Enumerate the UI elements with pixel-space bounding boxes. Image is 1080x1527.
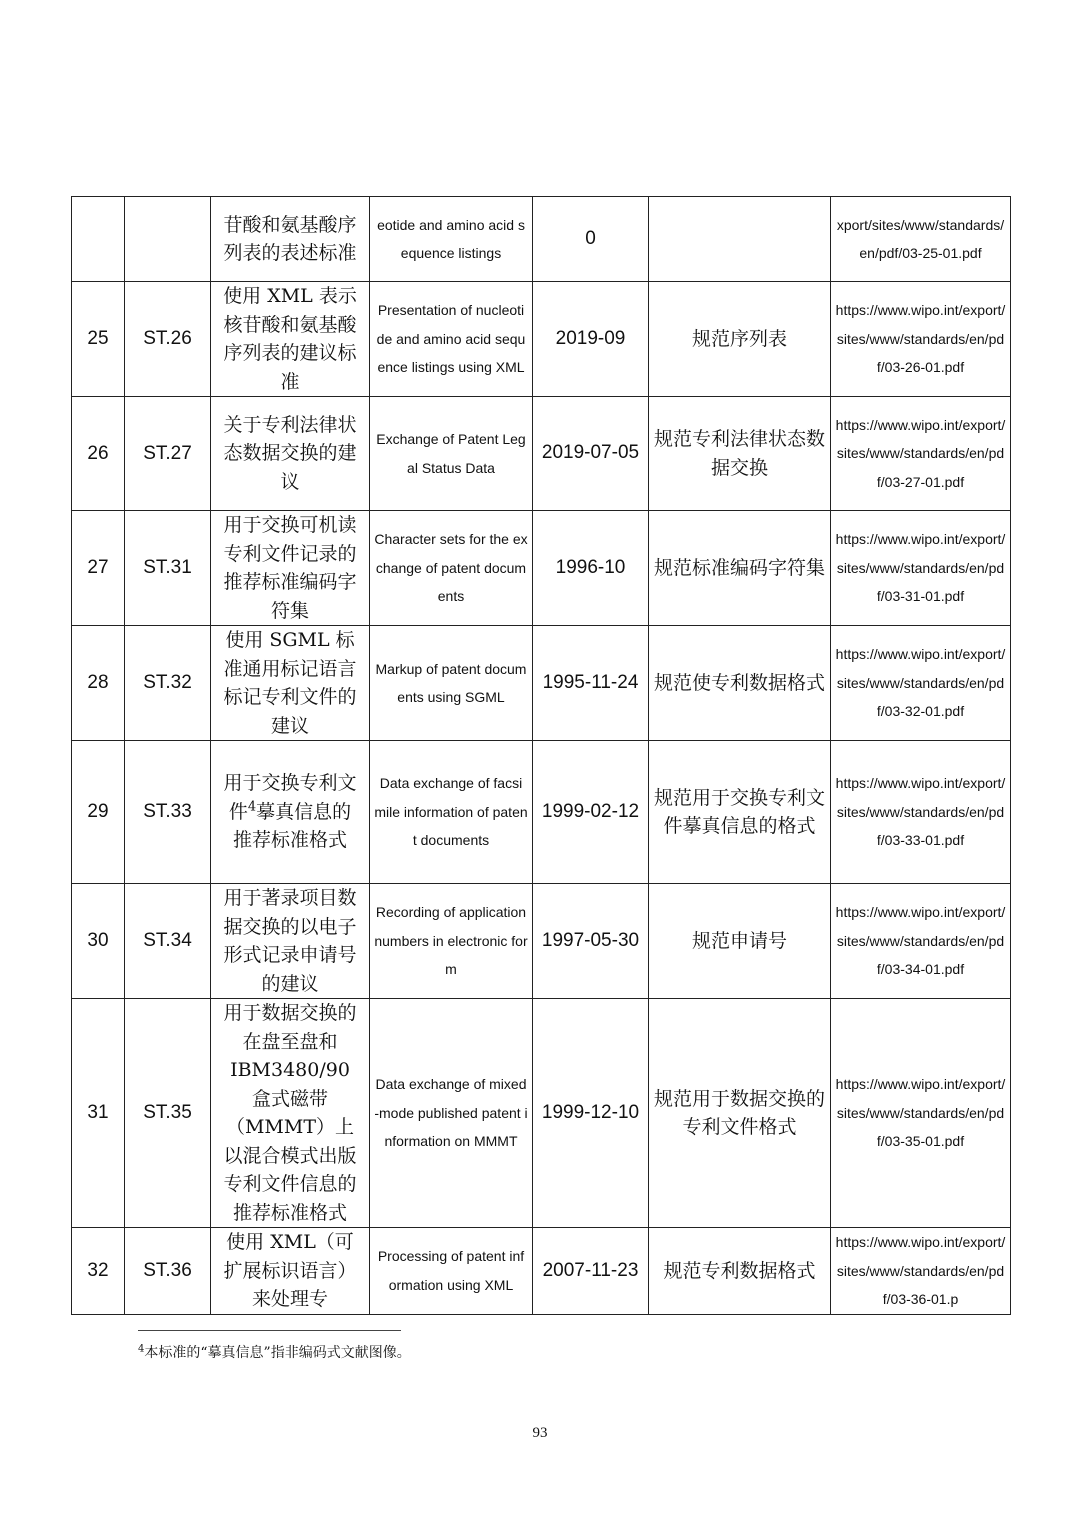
english-title: Processing of patent information using XML (370, 1228, 533, 1315)
url[interactable]: https://www.wipo.int/export/sites/www/standards/en/pdf/03-26-01.pdf (831, 282, 1011, 397)
chinese-title: 使用 XML（可扩展标识语言）来处理专 (211, 1228, 370, 1315)
note: 规范序列表 (649, 282, 831, 397)
note: 规范使专利数据格式 (649, 626, 831, 741)
standard-code: ST.33 (125, 741, 211, 884)
standard-code: ST.35 (125, 999, 211, 1228)
english-title: Presentation of nucleotide and amino acid sequence listings using XML (370, 282, 533, 397)
date: 2007-11-23 (533, 1228, 649, 1315)
table-row (72, 884, 1011, 999)
chinese-title: 用于著录项目数据交换的以电子形式记录申请号的建议 (211, 884, 370, 999)
english-title: Character sets for the exchange of patent documents (370, 511, 533, 626)
table-row (72, 1228, 1011, 1315)
date: 0 (533, 197, 649, 282)
table-row (72, 197, 1011, 282)
footnote-marker: 4 (247, 799, 257, 815)
chinese-title: 使用 SGML 标准通用标记语言标记专利文件的建议 (211, 626, 370, 741)
url[interactable]: https://www.wipo.int/export/sites/www/standards/en/pdf/03-34-01.pdf (831, 884, 1011, 999)
date: 1999-12-10 (533, 999, 649, 1228)
english-title: Data exchange of mixed-mode published patent information on MMMT (370, 999, 533, 1228)
chinese-title: 使用 XML 表示核苷酸和氨基酸序列表的建议标准 (211, 282, 370, 397)
note: 规范标准编码字符集 (649, 511, 831, 626)
standard-code: ST.32 (125, 626, 211, 741)
date: 2019-09 (533, 282, 649, 397)
footnote-text: 本标准的“摹真信息”指非编码式文献图像。 (144, 1345, 411, 1361)
date: 1999-02-12 (533, 741, 649, 884)
english-title: Recording of application numbers in electronic form (370, 884, 533, 999)
standard-code (125, 197, 211, 282)
english-title: Data exchange of facsimile information of patent documents (370, 741, 533, 884)
table-row (72, 626, 1011, 741)
table-row (72, 282, 1011, 397)
row-number: 30 (72, 884, 125, 999)
date: 1996-10 (533, 511, 649, 626)
standard-code: ST.26 (125, 282, 211, 397)
url[interactable]: https://www.wipo.int/export/sites/www/standards/en/pdf/03-31-01.pdf (831, 511, 1011, 626)
page-number: 93 (532, 1425, 548, 1441)
note: 规范专利数据格式 (649, 1228, 831, 1315)
footnote-marker: 4 (138, 1343, 145, 1355)
row-number: 32 (72, 1228, 125, 1315)
footnote-divider (138, 1330, 401, 1331)
table-row (72, 511, 1011, 626)
footnote (138, 1342, 411, 1362)
row-number: 29 (72, 741, 125, 884)
english-title: eotide and amino acid sequence listings (370, 197, 533, 282)
row-number: 26 (72, 397, 125, 511)
chinese-title: 用于交换专利文件$^4$摹真信息的推荐标准格式 (211, 741, 370, 884)
table-row (72, 741, 1011, 884)
url[interactable]: https://www.wipo.int/export/sites/www/standards/en/pdf/03-35-01.pdf (831, 999, 1011, 1228)
row-number: 27 (72, 511, 125, 626)
url[interactable]: https://www.wipo.int/export/sites/www/standards/en/pdf/03-27-01.pdf (831, 397, 1011, 511)
note: 规范用于交换专利文件摹真信息的格式 (649, 741, 831, 884)
row-number: 25 (72, 282, 125, 397)
english-title: Markup of patent documents using SGML (370, 626, 533, 741)
chinese-title: 用于交换可机读专利文件记录的推荐标准编码字符集 (211, 511, 370, 626)
note: 规范专利法律状态数据交换 (649, 397, 831, 511)
table-row (72, 397, 1011, 511)
table-row (72, 999, 1011, 1228)
chinese-title: 关于专利法律状态数据交换的建议 (211, 397, 370, 511)
chinese-title: 苷酸和氨基酸序列表的表述标准 (211, 197, 370, 282)
standard-code: ST.34 (125, 884, 211, 999)
date: 1995-11-24 (533, 626, 649, 741)
chinese-title: 用于数据交换的在盘至盘和 IBM3480/90 盒式磁带（MMMT）上以混合模式出版专利文件信息的推荐标准格式 (211, 999, 370, 1228)
url[interactable]: xport/sites/www/standards/en/pdf/03-25-01.pdf (831, 197, 1011, 282)
row-number: 31 (72, 999, 125, 1228)
url[interactable]: https://www.wipo.int/export/sites/www/standards/en/pdf/03-32-01.pdf (831, 626, 1011, 741)
english-title: Exchange of Patent Legal Status Data (370, 397, 533, 511)
row-number (72, 197, 125, 282)
date: 2019-07-05 (533, 397, 649, 511)
standard-code: ST.31 (125, 511, 211, 626)
standard-code: ST.27 (125, 397, 211, 511)
date: 1997-05-30 (533, 884, 649, 999)
note (649, 197, 831, 282)
url[interactable]: https://www.wipo.int/export/sites/www/standards/en/pdf/03-33-01.pdf (831, 741, 1011, 884)
note: 规范用于数据交换的专利文件格式 (649, 999, 831, 1228)
url[interactable]: https://www.wipo.int/export/sites/www/standards/en/pdf/03-36-01.p (831, 1228, 1011, 1315)
row-number: 28 (72, 626, 125, 741)
standard-code: ST.36 (125, 1228, 211, 1315)
note: 规范申请号 (649, 884, 831, 999)
standards-table (71, 196, 1011, 1315)
